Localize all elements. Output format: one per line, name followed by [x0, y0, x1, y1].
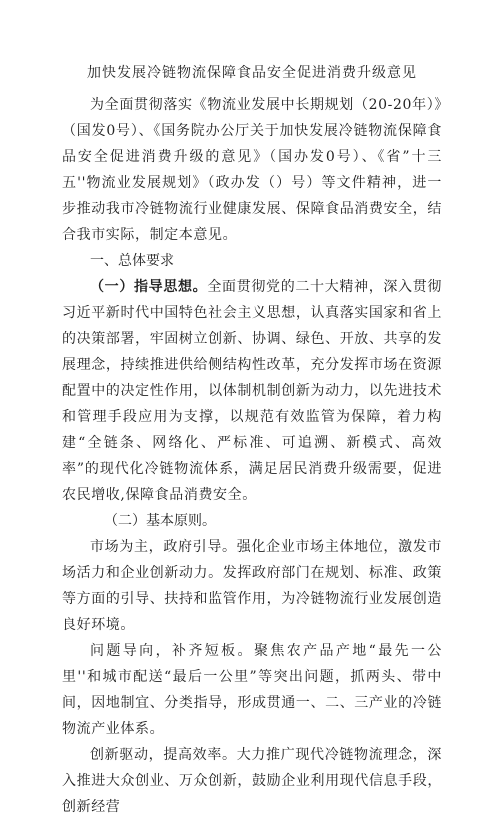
basic-principles-heading: （二）基本原则。 [104, 513, 216, 529]
guiding-ideology-paragraph [62, 274, 442, 508]
principle-market-paragraph [62, 534, 442, 638]
principle-innovation-lead: 创新驱动，提高效率。 [90, 747, 237, 763]
principle-innovation-text: 大力推广现代冷链物流理念，深入推进大众创业、万众创新，鼓励企业利用现代信息手段，创新经营 [62, 747, 443, 815]
section-heading-overall-requirements: 一、总体要求 [90, 253, 174, 269]
principle-problem-lead: 问题导向，补齐短板。 [90, 643, 254, 659]
principle-problem-paragraph [62, 638, 442, 742]
principle-innovation-paragraph [62, 742, 442, 820]
intro-paragraph: 为全面贯彻落实《物流业发展中长期规划（20-20年）》（国发0号）、《国务院办公厅关于加快发展冷链物流保障食品安全促进消费升级的意见》（国办发0号）、《省”十三五''物流业发展规划》（政办发（）号）等文件精神，进一步推动我市冷链物流行业健康发展、保障食品消费安全，结合我市实际，制定本意见。 [62, 97, 442, 243]
guiding-ideology-text: 全面贯彻党的二十大精神，深入贯彻习近平新时代中国特色社会主义思想，认真落实国家和省上的决策部署，牢固树立创新、协调、绿色、开放、共享的发展理念，持续推进供给侧结构性改革，充分发挥市场在资源配置中的决定性作用，以体制机制创新为动力，以先进技术和管理手段应用为支撑，以规范有效监管为保障，着力构建“全链条、网络化、严标准、可追溯、新模式、高效率”的现代化冷链物流体系，满足居民消费升级需要，促进农民增收,保障食品消费安全。 [62, 279, 442, 503]
document-title: 加快发展冷链物流保障食品安全促进消费升级意见 [87, 65, 417, 81]
guiding-ideology-lead: （一）指导思想。 [90, 279, 208, 295]
principle-market-lead: 市场为主，政府引导。 [90, 539, 237, 555]
principle-market-text: 强化企业市场主体地位，激发市场活力和企业创新动力。发挥政府部门在规划、标准、政策等方面的引导、扶持和监管作用，为冷链物流行业发展创造良好环境。 [62, 539, 443, 633]
principle-problem-text: 聚焦农产品产地“最先一公里''和城市配送“最后一公里”等突出问题，抓两头、带中间，因地制宜、分类指导，形成贯通一、二、三产业的冷链物流产业体系。 [62, 643, 443, 737]
